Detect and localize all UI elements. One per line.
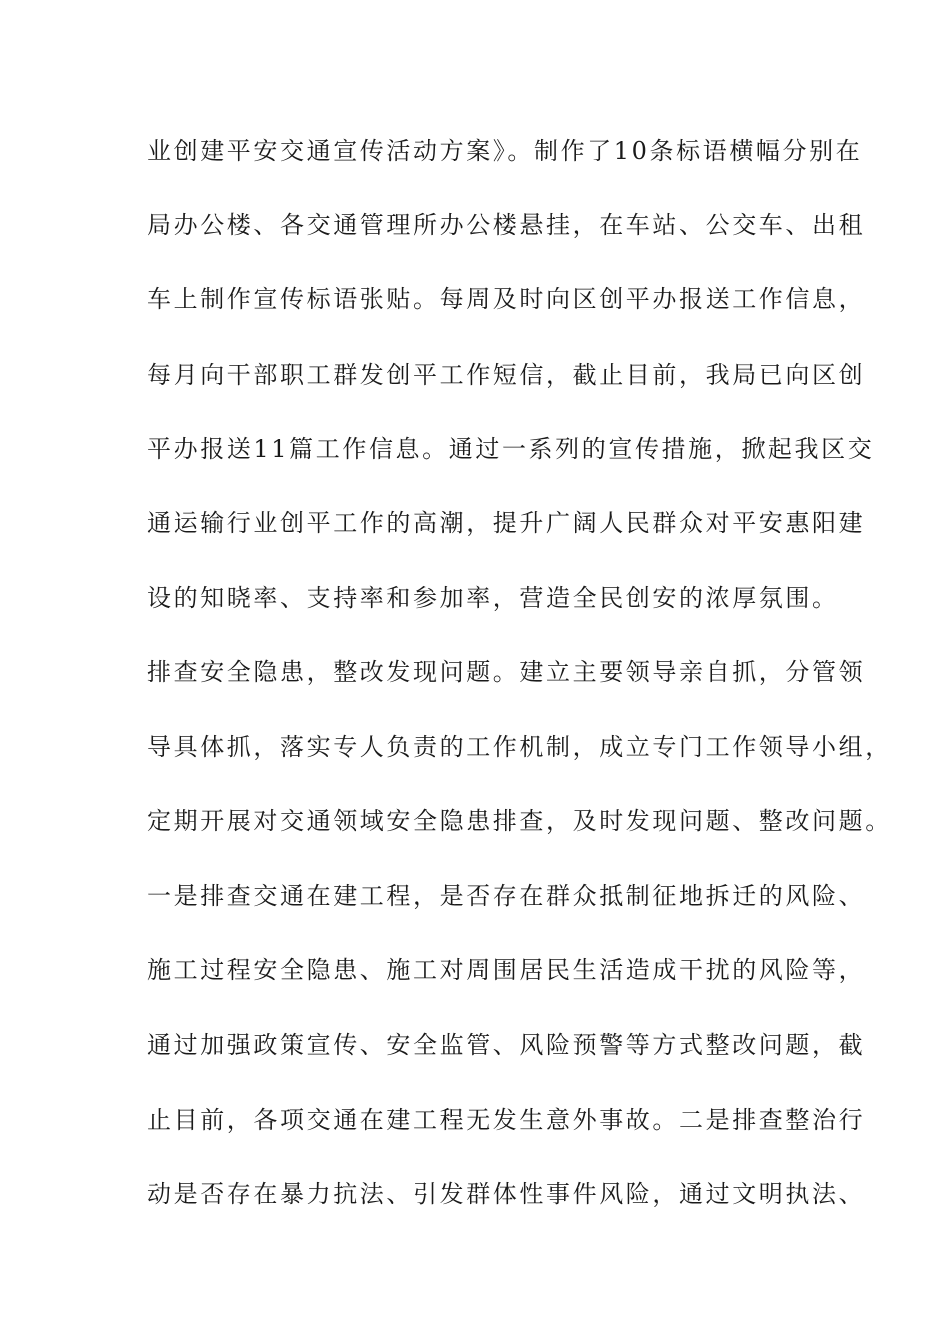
text-line: 每月向干部职工群发创平工作短信，截止目前，我局已向区创 [147, 361, 866, 389]
text-line: 施工过程安全隐患、施工对周围居民生活造成干扰的风险等， [147, 956, 866, 984]
text-line: 局办公楼、各交通管理所办公楼悬挂，在车站、公交车、出租 [147, 211, 866, 239]
text-line: 导具体抓，落实专人负责的工作机制，成立专门工作领导小组， [147, 733, 892, 761]
text-line: 平办报送11篇工作信息。通过一系列的宣传措施，掀起我区交 [147, 435, 875, 463]
text-line: 设的知晓率、支持率和参加率，营造全民创安的浓厚氛围。 [147, 584, 839, 612]
text-line: 定期开展对交通领域安全隐患排查，及时发现问题、整改问题。 [147, 807, 892, 835]
text-line: 业创建平安交通宣传活动方案》。制作了10条标语横幅分别在 [147, 137, 863, 165]
text-line: 车上制作宣传标语张贴。每周及时向区创平办报送工作信息， [147, 285, 866, 313]
text-line: 止目前，各项交通在建工程无发生意外事故。二是排查整治行 [147, 1106, 866, 1134]
text-line: 一是排查交通在建工程，是否存在群众抵制征地拆迁的风险、 [147, 882, 866, 910]
text-line: 动是否存在暴力抗法、引发群体性事件风险，通过文明执法、 [147, 1180, 866, 1208]
text-line: 排查安全隐患，整改发现问题。建立主要领导亲自抓，分管领 [147, 658, 866, 686]
text-line: 通运输行业创平工作的高潮，提升广阔人民群众对平安惠阳建 [147, 509, 866, 537]
text-line: 通过加强政策宣传、安全监管、风险预警等方式整改问题，截 [147, 1031, 866, 1059]
